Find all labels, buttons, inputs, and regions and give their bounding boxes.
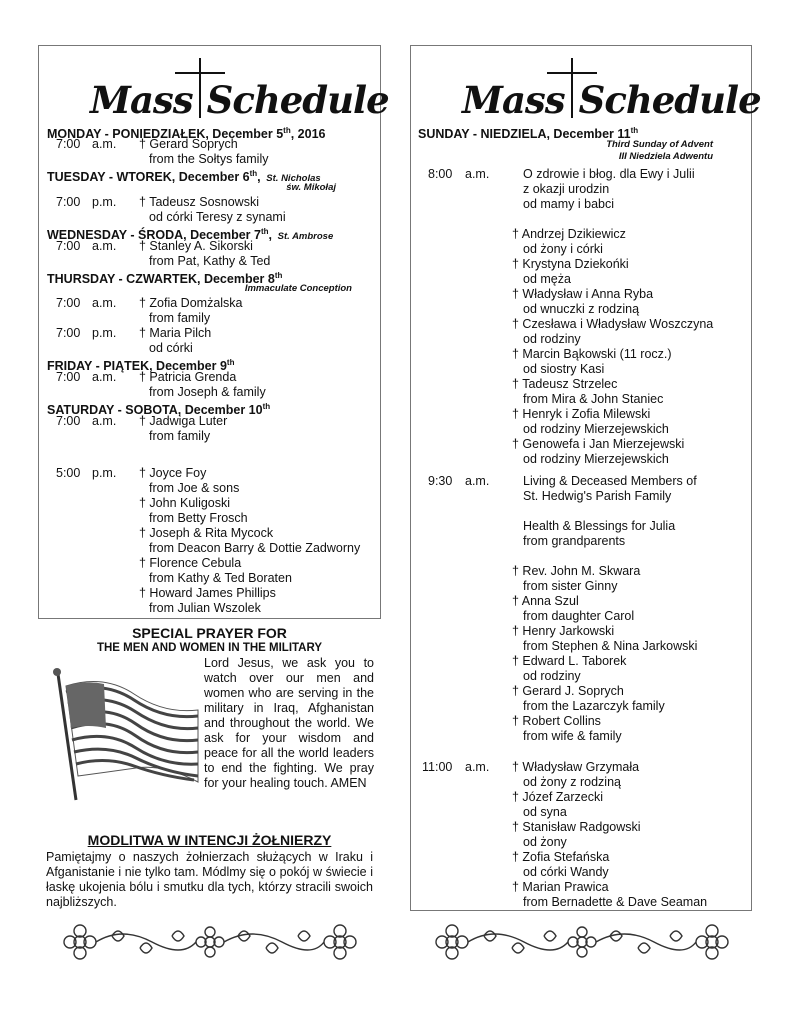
mass-intention: od rodziny Mierzejewskich (523, 422, 669, 436)
day-heading: FRIDAY - PIĄTEK, December 9th (47, 358, 235, 374)
mass-intention: from Deacon Barry & Dottie Zadworny (149, 541, 361, 555)
prayer-title: SPECIAL PRAYER FOR (132, 625, 287, 641)
mass-intention: od mamy i babci (523, 197, 615, 211)
mass-time: 7:00 (56, 414, 81, 428)
mass-intention: † Władysław i Anna Ryba (512, 287, 654, 301)
mass-intention: od wnuczki z rodziną (523, 302, 640, 316)
mass-intention: O zdrowie i błog. dla Ewy i Julii (523, 167, 695, 181)
mass-intention: † Andrzej Dzikiewicz (512, 227, 626, 241)
mass-intention: from the Lazarczyk family (523, 699, 665, 713)
mass-intention: † Henryk i Zofia Milewski (512, 407, 651, 421)
mass-intention: od syna (523, 805, 567, 819)
mass-ampm: a.m. (465, 474, 490, 488)
american-flag-icon (44, 664, 200, 804)
mass-intention: from Julian Wszolek (149, 601, 261, 615)
mass-intention: † Anna Szul (512, 594, 579, 608)
mass-ampm: a.m. (92, 370, 117, 384)
mass-intention: † Howard James Phillips (139, 586, 276, 600)
mass-intention: od córki (149, 341, 193, 355)
mass-intention: from Betty Frosch (149, 511, 248, 525)
sunday-note-1: Third Sunday of Advent (606, 139, 713, 150)
mass-intention: † Tadeusz Sosnowski (139, 195, 259, 209)
mass-intention: † Jadwiga Luter (139, 414, 228, 428)
mass-intention: from Stephen & Nina Jarkowski (523, 639, 698, 653)
mass-intention: † Henry Jarkowski (512, 624, 615, 638)
mass-intention: od żony z rodziną (523, 775, 621, 789)
floral-border-icon (434, 922, 730, 962)
mass-intention: from daughter Carol (523, 609, 635, 623)
mass-ampm: p.m. (92, 466, 117, 480)
mass-intention: from Joseph & family (149, 385, 266, 399)
mass-ampm: a.m. (92, 414, 117, 428)
mass-ampm: a.m. (92, 137, 117, 151)
mass-intention: † Zofia Stefańska (512, 850, 610, 864)
mass-intention: od rodziny Mierzejewskich (523, 452, 669, 466)
mass-intention: od żony (523, 835, 567, 849)
mass-ampm: a.m. (465, 760, 490, 774)
mass-intention: from Kathy & Ted Boraten (149, 571, 292, 585)
day-note: św. Mikołaj (286, 182, 336, 193)
prayer-subtitle: THE MEN AND WOMEN IN THE MILITARY (96, 642, 323, 654)
mass-intention: † Stanley A. Sikorski (139, 239, 253, 253)
mass-time: 9:30 (428, 474, 453, 488)
mass-intention: od siostry Kasi (523, 362, 605, 376)
mass-intention: from wife & family (523, 729, 622, 743)
mass-intention: St. Hedwig's Parish Family (523, 489, 672, 503)
polish-prayer-title: MODLITWA W INTENCJI ŻOŁNIERZY (87, 832, 332, 848)
mass-time: 11:00 (422, 760, 453, 774)
day-note: Immaculate Conception (244, 283, 352, 294)
mass-intention: od rodziny (523, 332, 581, 346)
mass-intention: † Gerard J. Soprych (512, 684, 624, 698)
mass-intention: † John Kuligoski (139, 496, 231, 510)
day-heading: SATURDAY - SOBOTA, December 10th (47, 402, 271, 418)
mass-intention: † Czesława i Władysław Woszczyna (512, 317, 714, 331)
mass-intention: od córki Teresy z synami (149, 210, 286, 224)
mass-intention: † Marian Prawica (512, 880, 609, 894)
cross-icon (193, 78, 207, 118)
mass-intention: from grandparents (523, 534, 626, 548)
mass-intention: † Józef Zarzecki (512, 790, 604, 804)
mass-intention: Health & Blessings for Julia (523, 519, 676, 533)
cross-icon (565, 78, 579, 118)
mass-time: 7:00 (56, 195, 81, 209)
mass-intention: † Władysław Grzymała (512, 760, 640, 774)
mass-intention: † Tadeusz Strzelec (512, 377, 618, 391)
mass-time: 5:00 (56, 466, 81, 480)
mass-intention: † Robert Collins (512, 714, 601, 728)
mass-intention: † Genowefa i Jan Mierzejewski (512, 437, 685, 451)
mass-time: 7:00 (56, 296, 81, 310)
right-mass-schedule-logo: Mass Schedule (462, 78, 761, 122)
mass-intention: † Maria Pilch (139, 326, 212, 340)
mass-intention: from the Sołtys family (149, 152, 269, 166)
mass-intention: od żony i córki (523, 242, 603, 256)
mass-ampm: p.m. (92, 195, 117, 209)
day-heading: MONDAY - PONIEDZIAŁEK, December 5th, 2016 (47, 126, 326, 142)
mass-intention: from family (149, 429, 211, 443)
mass-intention: od rodziny (523, 669, 581, 683)
mass-intention: † Zofia Domżalska (139, 296, 243, 310)
mass-intention: † Stanisław Radgowski (512, 820, 641, 834)
left-mass-schedule-logo: Mass Schedule (90, 78, 389, 122)
prayer-text: Lord Jesus, we ask you to watch over our men and women who are serving in the military in Iraq, Afghanistan and throughout the world. We ask for your wisdom and peace for all the world leaders to end the fighting. We pray for your healing touch. AMEN (204, 656, 374, 790)
mass-intention: from Joe & sons (149, 481, 240, 495)
mass-intention: z okazji urodzin (523, 182, 610, 196)
mass-intention: od męża (523, 272, 571, 286)
sunday-note-2: III Niedziela Adwentu (618, 151, 713, 162)
mass-ampm: p.m. (92, 326, 117, 340)
mass-intention: from Pat, Kathy & Ted (149, 254, 271, 268)
mass-intention: from Bernadette & Dave Seaman (523, 895, 708, 909)
mass-time: 7:00 (56, 137, 81, 151)
mass-intention: † Marcin Bąkowski (11 rocz.) (512, 347, 672, 361)
mass-intention: † Edward L. Taborek (512, 654, 627, 668)
floral-border-icon (62, 922, 358, 962)
mass-intention: from Mira & John Staniec (523, 392, 664, 406)
mass-intention: † Joseph & Rita Mycock (139, 526, 274, 540)
day-heading: TUESDAY - WTOREK, December 6th, St. Nicholas (47, 169, 321, 185)
mass-intention: † Gerard Soprych (139, 137, 238, 151)
mass-time: 7:00 (56, 326, 81, 340)
polish-prayer-text: Pamiętajmy o naszych żołnierzach służących w Iraku i Afganistanie i nie tylko tam. Módlmy się o pokój w świecie i łaskę ukojenia bólu i smutku dla tych, którzy stracili swoich najbliższych. (46, 850, 373, 909)
mass-intention: from family (149, 311, 211, 325)
mass-intention: † Krystyna Dziekońki (512, 257, 629, 271)
mass-intention: † Joyce Foy (139, 466, 207, 480)
mass-intention: Living & Deceased Members of (523, 474, 697, 488)
sunday-heading: SUNDAY - NIEDZIELA, December 11th (418, 126, 639, 142)
mass-intention: † Patricia Grenda (139, 370, 237, 384)
day-heading: THURSDAY - CZWARTEK, December 8th (47, 271, 283, 287)
mass-time: 8:00 (428, 167, 453, 181)
mass-intention: from sister Ginny (523, 579, 618, 593)
mass-intention: † Rev. John M. Skwara (512, 564, 641, 578)
mass-ampm: a.m. (465, 167, 490, 181)
mass-intention: † Florence Cebula (139, 556, 242, 570)
day-heading: WEDNESDAY - ŚRODA, December 7th, St. Ambrose (47, 227, 334, 243)
mass-time: 7:00 (56, 370, 81, 384)
mass-time: 7:00 (56, 239, 81, 253)
mass-ampm: a.m. (92, 296, 117, 310)
mass-intention: od córki Wandy (523, 865, 609, 879)
mass-ampm: a.m. (92, 239, 117, 253)
